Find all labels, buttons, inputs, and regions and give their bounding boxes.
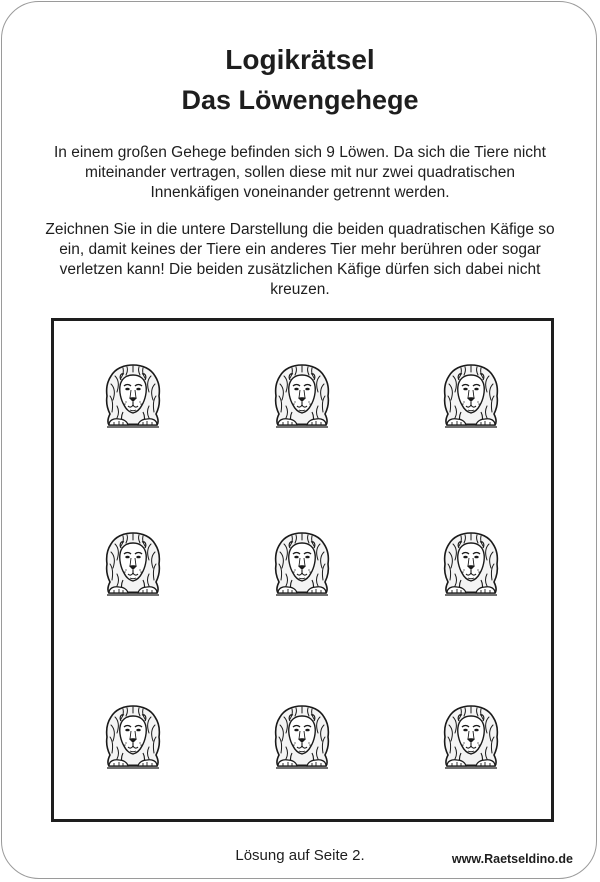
lion-icon [270, 362, 334, 434]
page-subtitle: Das Löwengehege [181, 85, 419, 115]
intro-paragraph-1: In einem großen Gehege befinden sich 9 Löwen. Da sich die Tiere nicht miteinander vertragen, sollen diese mit nur zwei quadratischen Innenkäfigen voneinander getrennt werden. [54, 144, 546, 201]
lion-icon [101, 530, 165, 602]
lion-icon [439, 362, 503, 434]
page-title: Logikrätsel [225, 44, 375, 75]
lion-enclosure[interactable] [51, 318, 554, 822]
lion-icon [439, 703, 503, 775]
lion-icon [270, 530, 334, 602]
lion-icon [439, 530, 503, 602]
lion-icon [101, 703, 165, 775]
lion-icon [270, 703, 334, 775]
intro-paragraph-2: Zeichnen Sie in die untere Darstellung die beiden quadratischen Käfige so ein, damit keines der Tiere ein anderes Tier mehr berühren oder sogar verletzen kann! Die beiden zusätzlichen Käfige dürfen sich dabei nicht kreuzen. [45, 221, 555, 298]
website-link[interactable]: www.Raetseldino.de [451, 852, 573, 866]
solution-hint: Lösung auf Seite 2. [235, 847, 365, 864]
lion-icon [101, 362, 165, 434]
